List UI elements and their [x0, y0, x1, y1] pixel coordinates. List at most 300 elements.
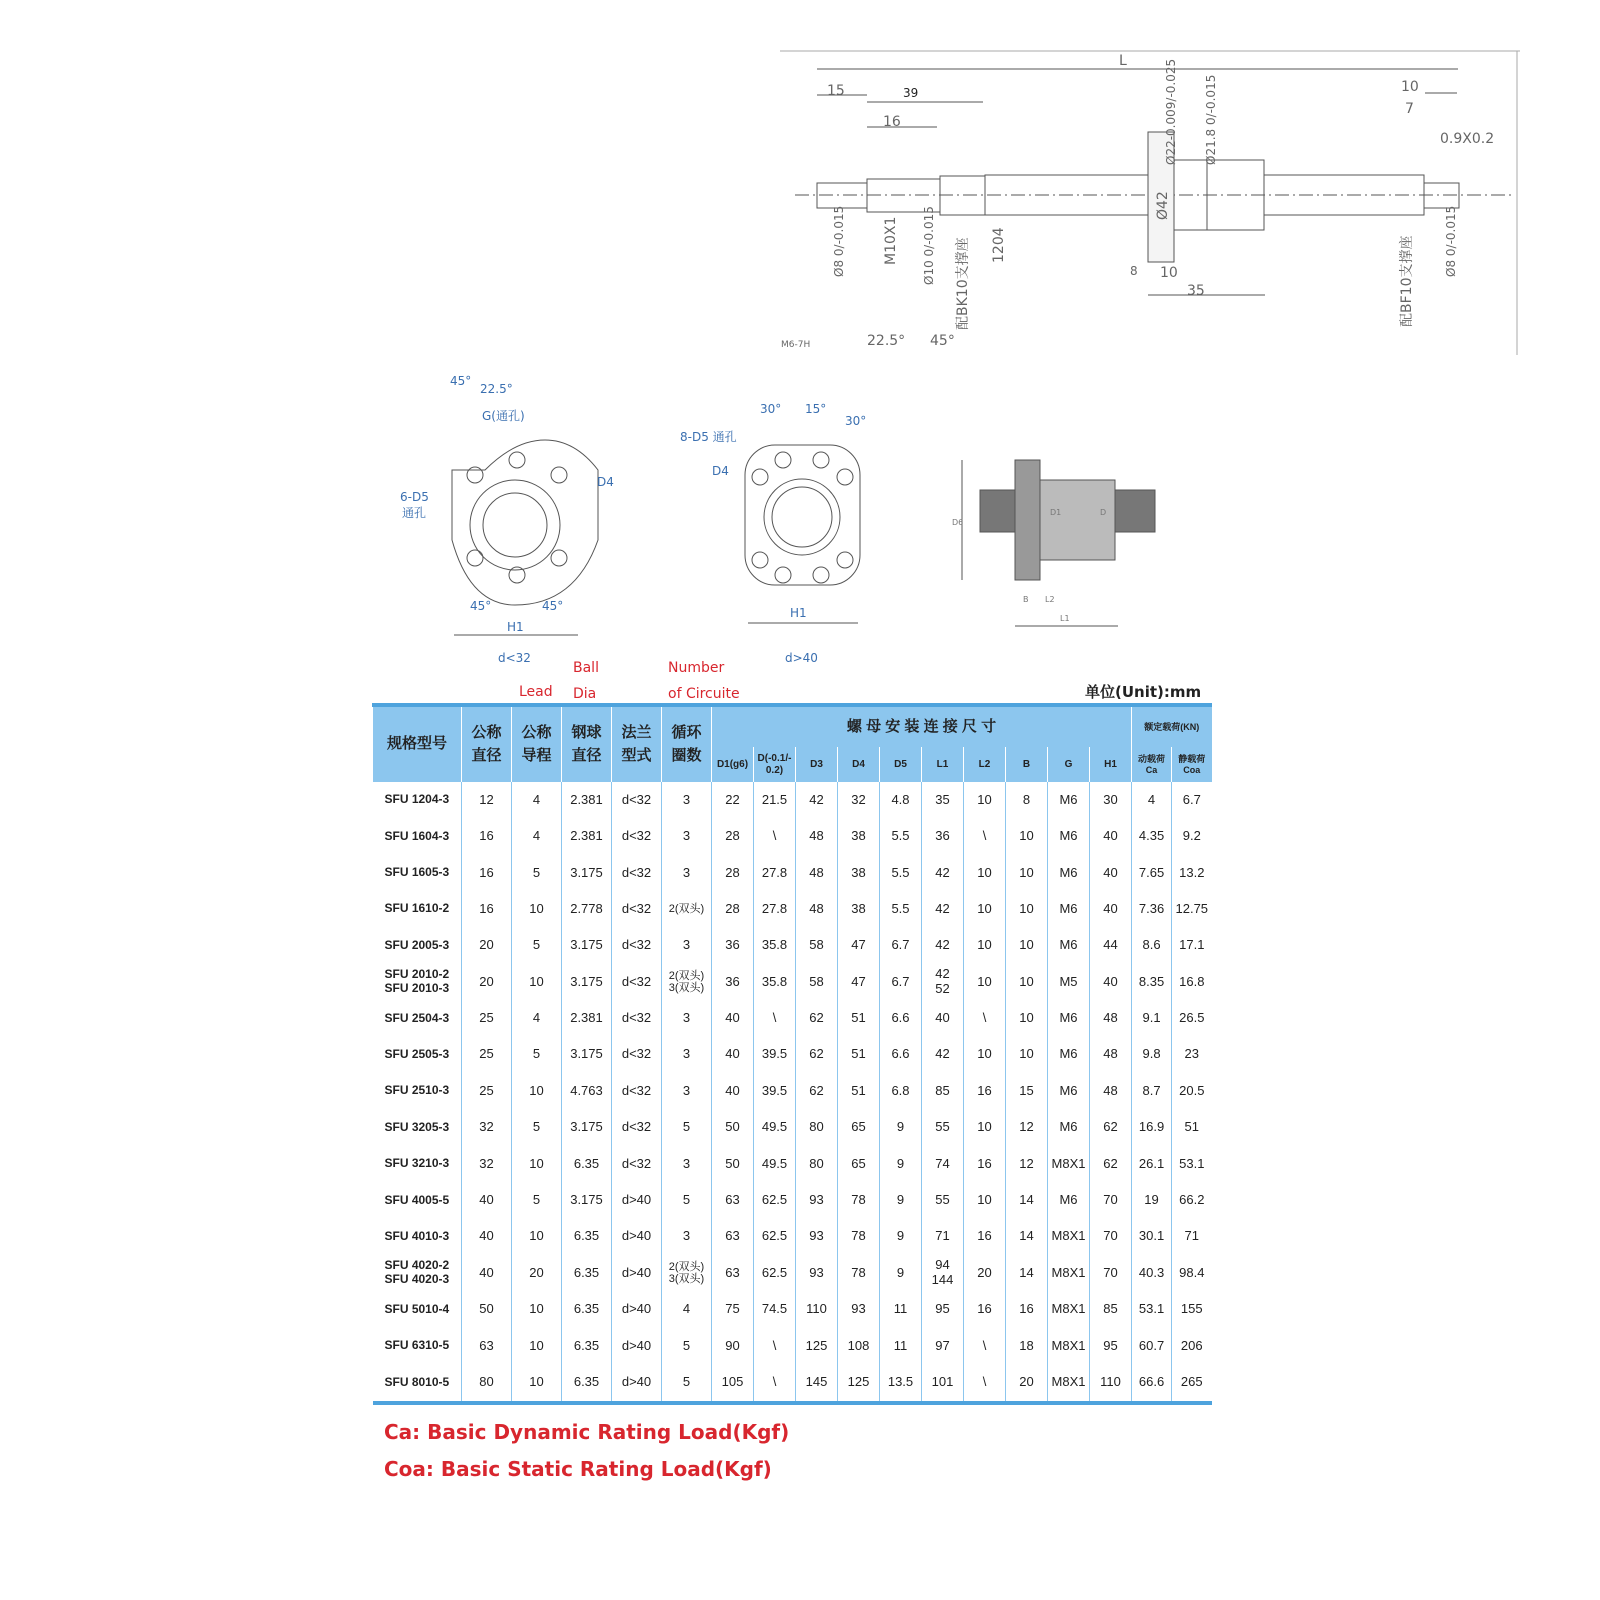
cell-l2: 16 [964, 1146, 1006, 1182]
cell-d1: 28 [712, 891, 754, 927]
cell-h1: 70 [1090, 1255, 1132, 1291]
caption-d-gt-40: d>40 [785, 651, 818, 665]
cell-g: M6 [1048, 1073, 1090, 1109]
angle-22-5: 22.5° [480, 382, 513, 396]
cell-h1: 48 [1090, 1073, 1132, 1109]
cell-circuits: 5 [662, 1110, 712, 1146]
bf10-support-label: 配BF10支撑座 [1399, 235, 1415, 327]
cell-d1: 36 [712, 928, 754, 964]
cell-d3: 93 [796, 1255, 838, 1291]
cell-model: SFU 2005-3 [373, 928, 462, 964]
label-b: B [1023, 595, 1029, 604]
cell-d3: 62 [796, 1037, 838, 1073]
cell-d5: 9 [880, 1182, 922, 1218]
angle-45: 45° [930, 333, 955, 349]
cell-d1: 105 [712, 1364, 754, 1402]
cell-ca: 7.36 [1132, 891, 1172, 927]
table-row [373, 1073, 1212, 1109]
cell-lead: 10 [512, 891, 562, 927]
cell-d: 49.5 [754, 1146, 796, 1182]
cell-circuits: 5 [662, 1364, 712, 1402]
cell-d5: 9 [880, 1255, 922, 1291]
cell-d5: 9 [880, 1146, 922, 1182]
cell-coa: 9.2 [1172, 818, 1212, 854]
cell-circuits: 3 [662, 1146, 712, 1182]
cell-h1: 62 [1090, 1110, 1132, 1146]
header-lead: 公称 导程 [512, 705, 562, 782]
cell-ball-diameter: 3.175 [562, 1182, 612, 1218]
table-row [373, 1000, 1212, 1036]
header-g: G [1048, 747, 1090, 782]
cell-d5: 6.8 [880, 1073, 922, 1109]
cell-model: SFU 5010-4 [373, 1291, 462, 1327]
cell-d3: 80 [796, 1110, 838, 1146]
cell-h1: 40 [1090, 818, 1132, 854]
cell-ca: 66.6 [1132, 1364, 1172, 1402]
cell-d5: 6.6 [880, 1037, 922, 1073]
thread-m6: M6-7H [781, 340, 811, 350]
flange-drawing-large [670, 395, 900, 675]
label-d6: D6 [952, 518, 964, 527]
cell-b: 10 [1006, 1000, 1048, 1036]
cell-b: 10 [1006, 964, 1048, 1000]
cell-d5: 6.7 [880, 928, 922, 964]
cell-g: M6 [1048, 782, 1090, 818]
cell-ca: 53.1 [1132, 1291, 1172, 1327]
cell-b: 18 [1006, 1328, 1048, 1364]
cell-l1: 36 [922, 818, 964, 854]
cell-d5: 5.5 [880, 855, 922, 891]
cell-h1: 95 [1090, 1328, 1132, 1364]
cell-model: SFU 6310-5 [373, 1328, 462, 1364]
cell-ball-diameter: 6.35 [562, 1291, 612, 1327]
header-ca: 动载荷 Ca [1132, 747, 1172, 782]
dim-L: L [1119, 53, 1127, 69]
cell-coa: 13.2 [1172, 855, 1212, 891]
cell-g: M5 [1048, 964, 1090, 1000]
cell-d: \ [754, 1000, 796, 1036]
ball-screw-shaft-drawing [775, 45, 1525, 360]
cell-b: 10 [1006, 891, 1048, 927]
cell-d: 62.5 [754, 1182, 796, 1218]
cell-ball-diameter: 3.175 [562, 964, 612, 1000]
cell-circuits: 4 [662, 1291, 712, 1327]
cell-l1: 97 [922, 1328, 964, 1364]
label-d4: D4 [597, 475, 614, 489]
cell-l2: 16 [964, 1291, 1006, 1327]
cell-model: SFU 4020-2 SFU 4020-3 [373, 1255, 462, 1291]
cell-l2: 10 [964, 782, 1006, 818]
cell-d: 62.5 [754, 1219, 796, 1255]
cell-flange-type: d>40 [612, 1364, 662, 1402]
header-b: B [1006, 747, 1048, 782]
cell-d4: 32 [838, 782, 880, 818]
cell-nominal-diameter: 16 [462, 855, 512, 891]
cell-circuits: 3 [662, 818, 712, 854]
dim-10: 10 [1401, 79, 1419, 95]
cell-model: SFU 3210-3 [373, 1146, 462, 1182]
cell-d4: 65 [838, 1110, 880, 1146]
cell-h1: 44 [1090, 928, 1132, 964]
cell-b: 14 [1006, 1182, 1048, 1218]
cell-d: 21.5 [754, 782, 796, 818]
model-label: 1204 [991, 227, 1007, 263]
cell-h1: 70 [1090, 1182, 1132, 1218]
cell-model: SFU 4010-3 [373, 1219, 462, 1255]
cell-d1: 50 [712, 1110, 754, 1146]
cell-flange-type: d<32 [612, 891, 662, 927]
cell-d: 39.5 [754, 1037, 796, 1073]
cell-d5: 11 [880, 1291, 922, 1327]
cell-h1: 48 [1090, 1037, 1132, 1073]
cell-d1: 63 [712, 1182, 754, 1218]
header-model: 规格型号 [373, 705, 462, 782]
cell-l1: 94 144 [922, 1255, 964, 1291]
cell-d: \ [754, 1328, 796, 1364]
cell-d5: 9 [880, 1110, 922, 1146]
header-d5: D5 [880, 747, 922, 782]
cell-nominal-diameter: 40 [462, 1182, 512, 1218]
cell-coa: 155 [1172, 1291, 1212, 1327]
cell-h1: 40 [1090, 855, 1132, 891]
caption-d-lt-32: d<32 [498, 651, 531, 665]
cell-l2: \ [964, 818, 1006, 854]
cell-g: M8X1 [1048, 1219, 1090, 1255]
dim-35: 35 [1187, 283, 1205, 299]
cell-nominal-diameter: 50 [462, 1291, 512, 1327]
dim-7: 7 [1405, 101, 1414, 117]
label-d4: D4 [712, 464, 729, 478]
cell-ball-diameter: 2.381 [562, 818, 612, 854]
cell-circuits: 2(双头) [662, 891, 712, 927]
cell-coa: 23 [1172, 1037, 1212, 1073]
cell-d4: 51 [838, 1073, 880, 1109]
cell-d3: 42 [796, 782, 838, 818]
cell-l2: 16 [964, 1219, 1006, 1255]
cell-l2: 10 [964, 928, 1006, 964]
cell-d4: 51 [838, 1037, 880, 1073]
cell-b: 14 [1006, 1219, 1048, 1255]
cell-d1: 40 [712, 1073, 754, 1109]
cell-b: 16 [1006, 1291, 1048, 1327]
cell-l2: 10 [964, 891, 1006, 927]
cell-l1: 40 [922, 1000, 964, 1036]
cell-circuits: 2(双头) 3(双头) [662, 964, 712, 1000]
dim-dia21-8: Ø21.8 0/-0.015 [1204, 74, 1218, 165]
cell-d3: 62 [796, 1073, 838, 1109]
annotation-circuite: of Circuite [668, 686, 740, 702]
bk10-support-label: 配BK10支撑座 [955, 237, 971, 330]
cell-g: M6 [1048, 1037, 1090, 1073]
cell-flange-type: d<32 [612, 1110, 662, 1146]
header-circuits: 循环 圈数 [662, 705, 712, 782]
cell-coa: 98.4 [1172, 1255, 1212, 1291]
cell-g: M8X1 [1048, 1146, 1090, 1182]
angle-45: 45° [450, 374, 472, 388]
dim-flange-8: 8 [1130, 264, 1138, 278]
header-h1: H1 [1090, 747, 1132, 782]
cell-d1: 50 [712, 1146, 754, 1182]
cell-l2: 20 [964, 1255, 1006, 1291]
header-l1: L1 [922, 747, 964, 782]
table-row [373, 964, 1212, 1000]
cell-coa: 71 [1172, 1219, 1212, 1255]
cell-coa: 16.8 [1172, 964, 1212, 1000]
cell-model: SFU 4005-5 [373, 1182, 462, 1218]
flange-drawing-small [390, 365, 630, 675]
cell-lead: 4 [512, 782, 562, 818]
cell-lead: 5 [512, 1037, 562, 1073]
cell-lead: 10 [512, 1291, 562, 1327]
cell-ca: 30.1 [1132, 1219, 1172, 1255]
cell-b: 12 [1006, 1110, 1048, 1146]
cell-ca: 19 [1132, 1182, 1172, 1218]
cell-flange-type: d<32 [612, 1073, 662, 1109]
label-d1: D1 [1050, 508, 1062, 517]
label-g: G(通孔) [482, 409, 525, 423]
cell-flange-type: d>40 [612, 1328, 662, 1364]
dim-dia42: Ø42 [1155, 191, 1171, 220]
annotation-dia: Dia [573, 686, 597, 702]
table-row [373, 1219, 1212, 1255]
label-through-hole: 通孔 [402, 506, 427, 520]
cell-flange-type: d<32 [612, 1000, 662, 1036]
cell-flange-type: d>40 [612, 1182, 662, 1218]
cell-d4: 38 [838, 818, 880, 854]
table-row [373, 818, 1212, 854]
dim-16: 16 [883, 114, 901, 130]
cell-ca: 7.65 [1132, 855, 1172, 891]
header-ball-diameter: 钢球 直径 [562, 705, 612, 782]
cell-ball-diameter: 3.175 [562, 855, 612, 891]
cell-l2: 10 [964, 1110, 1006, 1146]
cell-g: M6 [1048, 928, 1090, 964]
cell-g: M6 [1048, 1110, 1090, 1146]
cell-ball-diameter: 6.35 [562, 1219, 612, 1255]
cell-ca: 16.9 [1132, 1110, 1172, 1146]
cell-l1: 85 [922, 1073, 964, 1109]
cell-d5: 5.5 [880, 891, 922, 927]
header-rated-load: 额定载荷(KN) [1132, 705, 1212, 747]
cell-ball-diameter: 3.175 [562, 928, 612, 964]
cell-lead: 5 [512, 1182, 562, 1218]
cell-lead: 5 [512, 928, 562, 964]
cell-circuits: 5 [662, 1182, 712, 1218]
cell-d: 74.5 [754, 1291, 796, 1327]
cell-ca: 8.7 [1132, 1073, 1172, 1109]
cell-ball-diameter: 2.381 [562, 782, 612, 818]
cell-d: 35.8 [754, 964, 796, 1000]
cell-model: SFU 2010-2 SFU 2010-3 [373, 964, 462, 1000]
cell-lead: 10 [512, 1328, 562, 1364]
cell-ball-diameter: 3.175 [562, 1037, 612, 1073]
cell-coa: 12.75 [1172, 891, 1212, 927]
cell-h1: 62 [1090, 1146, 1132, 1182]
cell-d5: 5.5 [880, 818, 922, 854]
cell-nominal-diameter: 16 [462, 818, 512, 854]
table-row [373, 1182, 1212, 1218]
cell-ball-diameter: 4.763 [562, 1073, 612, 1109]
cell-d3: 48 [796, 818, 838, 854]
cell-model: SFU 1604-3 [373, 818, 462, 854]
cell-l2: 10 [964, 964, 1006, 1000]
cell-d4: 65 [838, 1146, 880, 1182]
cell-ca: 40.3 [1132, 1255, 1172, 1291]
table-row [373, 1255, 1212, 1291]
cell-ball-diameter: 6.35 [562, 1328, 612, 1364]
cell-coa: 66.2 [1172, 1182, 1212, 1218]
table-row [373, 928, 1212, 964]
cell-coa: 17.1 [1172, 928, 1212, 964]
label-h1: H1 [790, 606, 807, 620]
label-h1: H1 [507, 620, 524, 634]
cell-d: 35.8 [754, 928, 796, 964]
cell-nominal-diameter: 32 [462, 1110, 512, 1146]
cell-d3: 145 [796, 1364, 838, 1402]
specification-table [372, 703, 1212, 1405]
cell-d4: 108 [838, 1328, 880, 1364]
cell-flange-type: d<32 [612, 855, 662, 891]
cell-d5: 9 [880, 1219, 922, 1255]
angle-30-left: 30° [760, 402, 782, 416]
cell-coa: 51 [1172, 1110, 1212, 1146]
cell-b: 20 [1006, 1364, 1048, 1402]
cell-d1: 36 [712, 964, 754, 1000]
cell-circuits: 3 [662, 1037, 712, 1073]
cell-d3: 93 [796, 1182, 838, 1218]
cell-d5: 13.5 [880, 1364, 922, 1402]
dim-thread: M10X1 [883, 216, 899, 265]
table-row [373, 891, 1212, 927]
cell-g: M6 [1048, 891, 1090, 927]
cell-l1: 55 [922, 1182, 964, 1218]
cell-b: 10 [1006, 1037, 1048, 1073]
label-l2: L2 [1045, 595, 1055, 604]
cell-nominal-diameter: 63 [462, 1328, 512, 1364]
angle-30-right: 30° [845, 414, 867, 428]
cell-h1: 70 [1090, 1219, 1132, 1255]
unit-label: 单位(Unit):mm [1085, 683, 1202, 701]
table-row [373, 1291, 1212, 1327]
cell-d4: 78 [838, 1182, 880, 1218]
cell-lead: 10 [512, 964, 562, 1000]
cell-nominal-diameter: 20 [462, 928, 512, 964]
header-flange-type: 法兰 型式 [612, 705, 662, 782]
cell-ca: 4 [1132, 782, 1172, 818]
cell-coa: 20.5 [1172, 1073, 1212, 1109]
dim-dia22: Ø22-0.009/-0.025 [1164, 58, 1178, 165]
cell-ball-diameter: 3.175 [562, 1110, 612, 1146]
table-row [373, 1037, 1212, 1073]
dim-dia8-left: Ø8 0/-0.015 [832, 205, 846, 277]
cell-model: SFU 2505-3 [373, 1037, 462, 1073]
cell-l1: 42 [922, 855, 964, 891]
cell-d3: 110 [796, 1291, 838, 1327]
cell-model: SFU 1605-3 [373, 855, 462, 891]
cell-flange-type: d>40 [612, 1219, 662, 1255]
cell-flange-type: d<32 [612, 1037, 662, 1073]
cell-d: 49.5 [754, 1110, 796, 1146]
cell-nominal-diameter: 80 [462, 1364, 512, 1402]
cell-d5: 6.6 [880, 1000, 922, 1036]
cell-d1: 28 [712, 818, 754, 854]
dim-39: 39 [903, 86, 919, 100]
cell-nominal-diameter: 25 [462, 1073, 512, 1109]
cell-flange-type: d>40 [612, 1291, 662, 1327]
cell-coa: 26.5 [1172, 1000, 1212, 1036]
header-nut-dimensions: 螺 母 安 装 连 接 尺 寸 [712, 705, 1132, 747]
cell-d1: 75 [712, 1291, 754, 1327]
cell-circuits: 3 [662, 782, 712, 818]
cell-h1: 110 [1090, 1364, 1132, 1402]
cell-d: \ [754, 818, 796, 854]
cell-nominal-diameter: 12 [462, 782, 512, 818]
cell-d3: 48 [796, 891, 838, 927]
angle-45-bottom-left: 45° [470, 599, 492, 613]
cell-b: 10 [1006, 928, 1048, 964]
cell-d3: 80 [796, 1146, 838, 1182]
footer-coa-definition: Coa: Basic Static Rating Load(Kgf) [384, 1457, 772, 1481]
annotation-lead: Lead [519, 684, 553, 700]
cell-ca: 9.1 [1132, 1000, 1172, 1036]
dim-dia10: Ø10 0/-0.015 [922, 206, 936, 285]
cell-l1: 42 52 [922, 964, 964, 1000]
footer-ca-definition: Ca: Basic Dynamic Rating Load(Kgf) [384, 1420, 790, 1444]
cell-nominal-diameter: 40 [462, 1255, 512, 1291]
header-l2: L2 [964, 747, 1006, 782]
cell-circuits: 3 [662, 1073, 712, 1109]
cell-b: 8 [1006, 782, 1048, 818]
cell-d: 27.8 [754, 891, 796, 927]
cell-g: M6 [1048, 818, 1090, 854]
cell-circuits: 3 [662, 1000, 712, 1036]
cell-model: SFU 3205-3 [373, 1110, 462, 1146]
cell-l2: 10 [964, 855, 1006, 891]
cell-l2: \ [964, 1328, 1006, 1364]
nut-side-view [950, 450, 1170, 635]
cell-nominal-diameter: 32 [462, 1146, 512, 1182]
cell-lead: 4 [512, 818, 562, 854]
cell-d4: 93 [838, 1291, 880, 1327]
label-6-d5: 6-D5 [400, 490, 429, 504]
cell-d: 39.5 [754, 1073, 796, 1109]
cell-b: 14 [1006, 1255, 1048, 1291]
cell-d5: 11 [880, 1328, 922, 1364]
cell-flange-type: d<32 [612, 1146, 662, 1182]
cell-lead: 5 [512, 855, 562, 891]
cell-ball-diameter: 6.35 [562, 1255, 612, 1291]
cell-lead: 4 [512, 1000, 562, 1036]
cell-d3: 58 [796, 964, 838, 1000]
cell-lead: 10 [512, 1073, 562, 1109]
cell-g: M8X1 [1048, 1364, 1090, 1402]
cell-model: SFU 1204-3 [373, 782, 462, 818]
label-8-d5: 8-D5 通孔 [680, 430, 737, 444]
cell-ball-diameter: 6.35 [562, 1146, 612, 1182]
cell-d1: 63 [712, 1219, 754, 1255]
cell-l1: 55 [922, 1110, 964, 1146]
table-row [373, 1110, 1212, 1146]
cell-model: SFU 2510-3 [373, 1073, 462, 1109]
cell-h1: 48 [1090, 1000, 1132, 1036]
cell-d1: 22 [712, 782, 754, 818]
cell-d5: 6.7 [880, 964, 922, 1000]
cell-circuits: 3 [662, 928, 712, 964]
cell-d5: 4.8 [880, 782, 922, 818]
angle-15: 15° [805, 402, 827, 416]
cell-ball-diameter: 6.35 [562, 1364, 612, 1402]
cell-l1: 35 [922, 782, 964, 818]
